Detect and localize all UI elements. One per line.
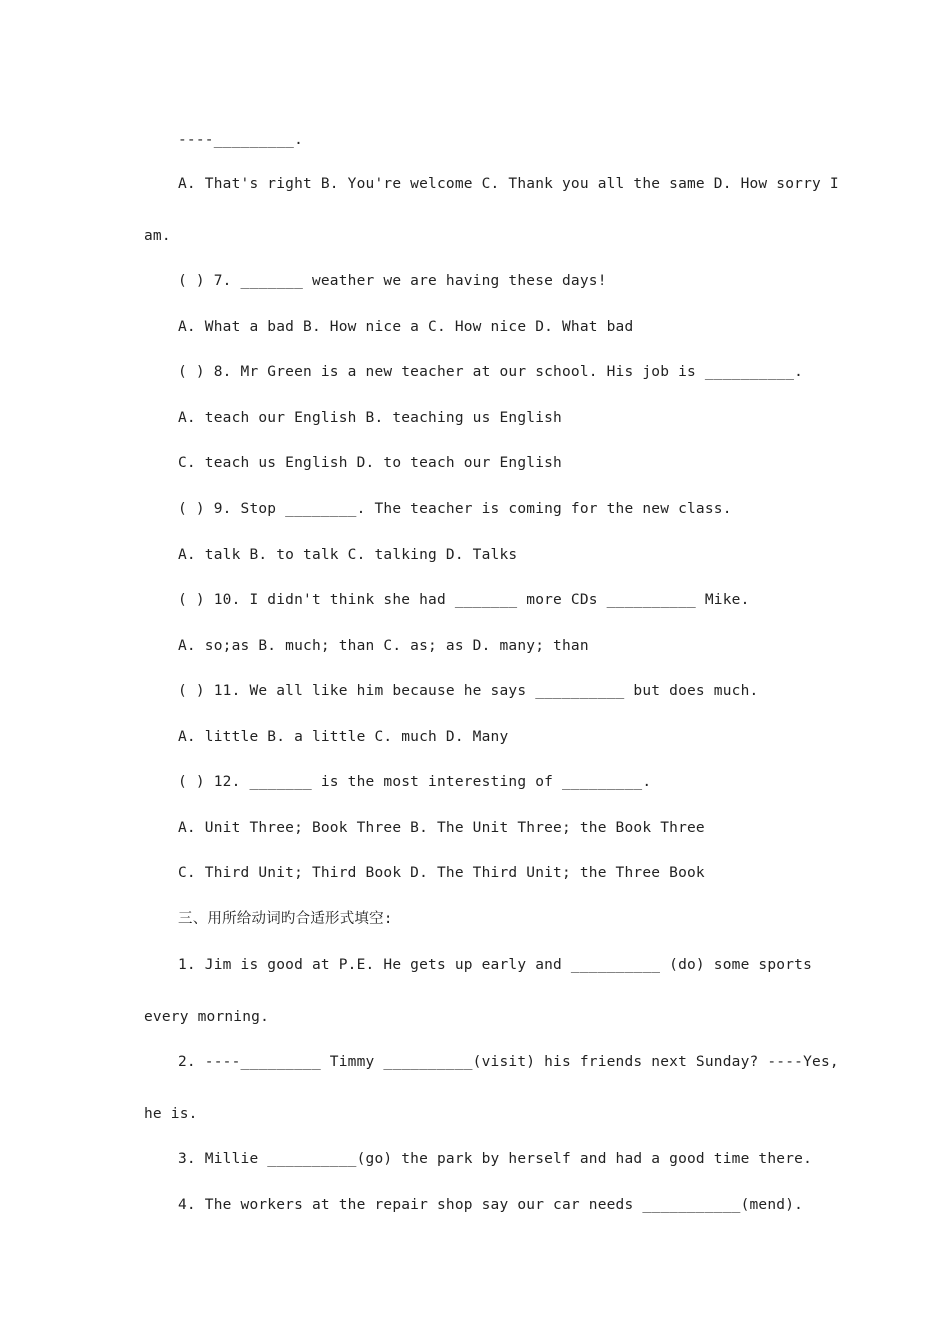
options-q6-continuation: am. — [144, 228, 171, 244]
fill-in-3: 3. Millie __________(go) the park by herself and had a good time there. — [178, 1151, 813, 1167]
question-11: ( ) 11. We all like him because he says __________ but does much. — [178, 683, 759, 699]
fill-in-1-continuation: every morning. — [144, 1009, 270, 1025]
options-q12-cd: C. Third Unit; Third Book D. The Third Unit; the Three Book — [178, 865, 705, 881]
options-q11: A. little B. a little C. much D. Many — [178, 729, 509, 745]
options-q10: A. so;as B. much; than C. as; as D. many; than — [178, 638, 589, 654]
question-9: ( ) 9. Stop ________. The teacher is coming for the new class. — [178, 501, 732, 517]
question-8: ( ) 8. Mr Green is a new teacher at our school. His job is __________. — [178, 364, 804, 380]
options-q12-ab: A. Unit Three; Book Three B. The Unit Three; the Book Three — [178, 820, 705, 836]
fill-in-2: 2. ----_________ Timmy __________(visit) his friends next Sunday? ----Yes, — [178, 1054, 839, 1070]
fill-in-4: 4. The workers at the repair shop say our car needs ___________(mend). — [178, 1197, 804, 1213]
fill-in-2-continuation: he is. — [144, 1106, 198, 1122]
section-three-heading: 三、用所给动词旳合适形式填空: — [178, 911, 393, 927]
options-q6-line: A. That's right B. You're welcome C. Thank you all the same D. How sorry I — [178, 176, 839, 192]
question-10: ( ) 10. I didn't think she had _______ more CDs __________ Mike. — [178, 592, 750, 608]
options-q8-cd: C. teach us English D. to teach our English — [178, 455, 562, 471]
fill-in-1: 1. Jim is good at P.E. He gets up early and __________ (do) some sports — [178, 957, 813, 973]
question-7: ( ) 7. _______ weather we are having these days! — [178, 273, 607, 289]
question-12: ( ) 12. _______ is the most interesting of _________. — [178, 774, 652, 790]
options-q7: A. What a bad B. How nice a C. How nice D. What bad — [178, 319, 634, 335]
options-q8-ab: A. teach our English B. teaching us English — [178, 410, 562, 426]
answer-prompt-line: ----_________. — [178, 132, 304, 148]
options-q9: A. talk B. to talk C. talking D. Talks — [178, 547, 518, 563]
